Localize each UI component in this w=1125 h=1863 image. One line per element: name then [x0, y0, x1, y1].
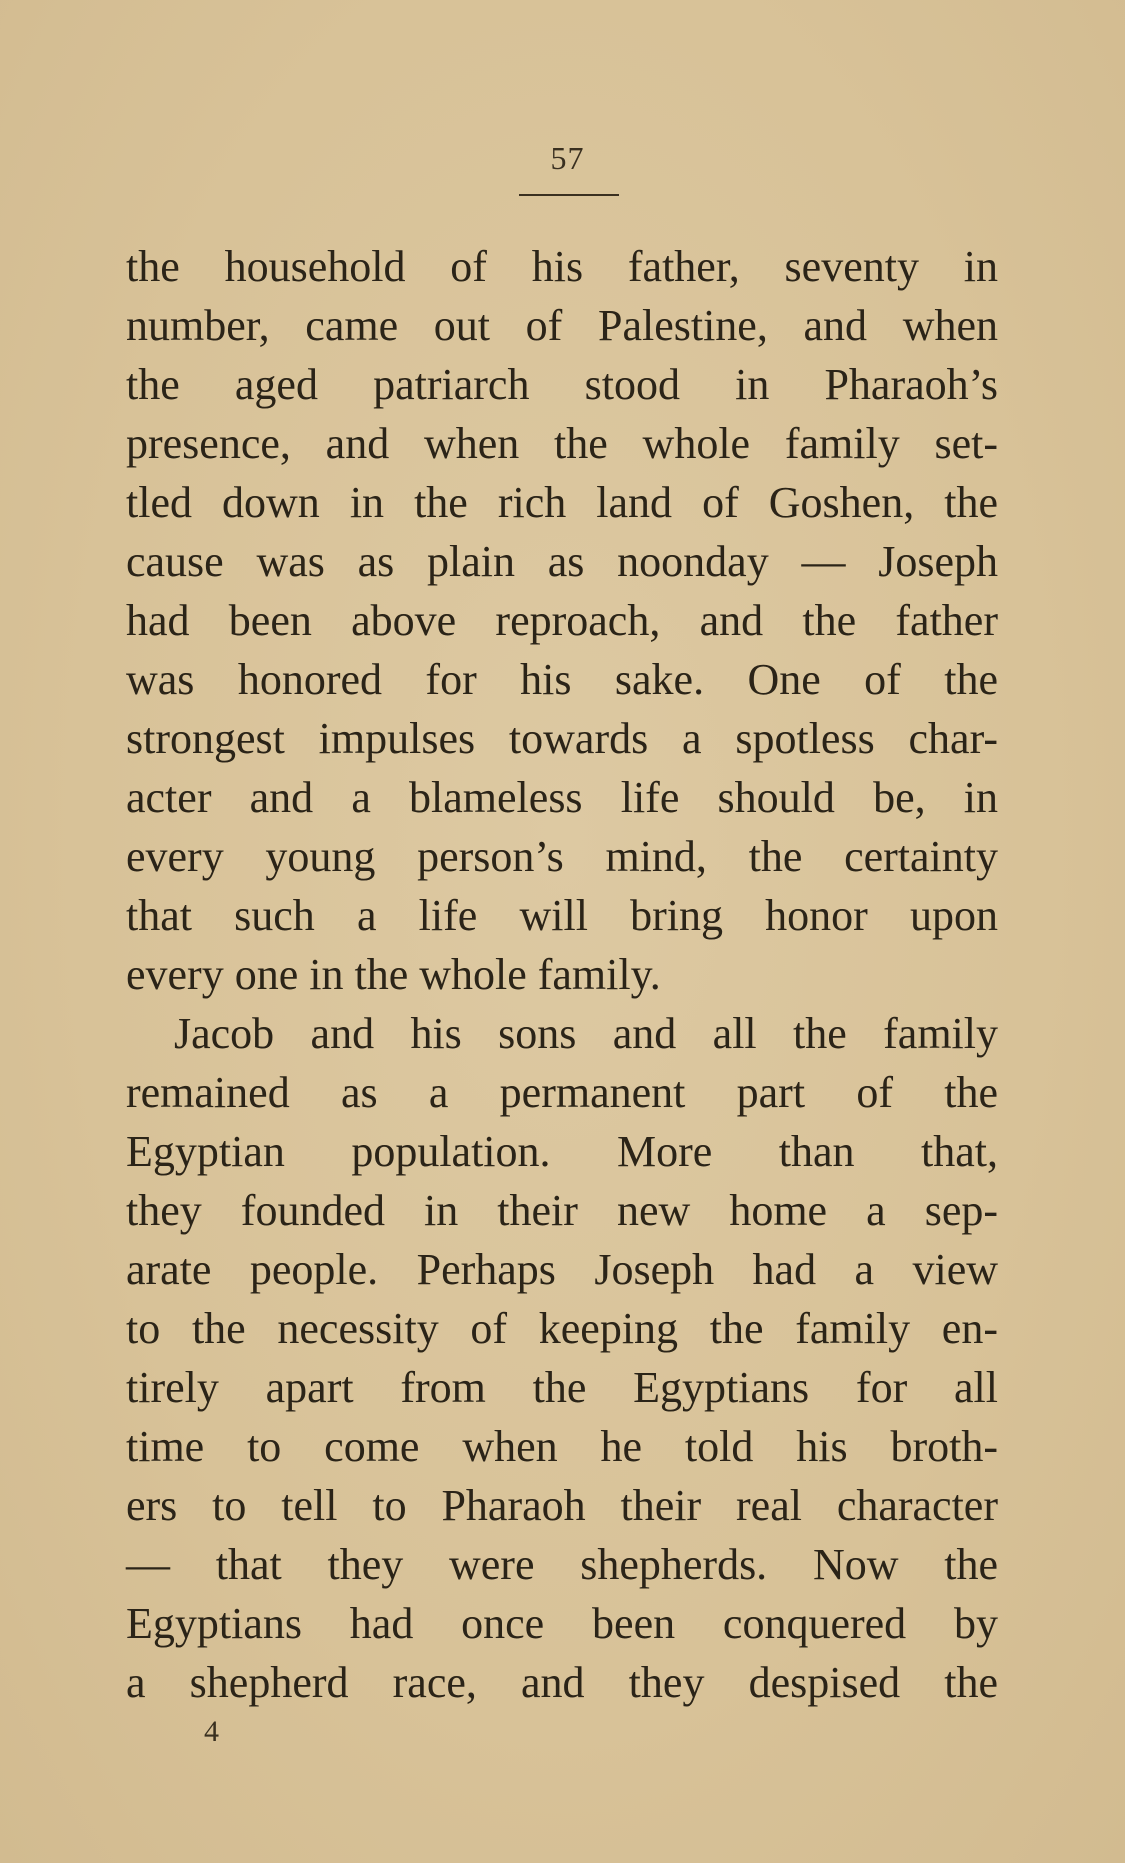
text-line: ers to tell to Pharaoh their real character [126, 1481, 998, 1530]
text-line: tled down in the rich land of Goshen, the [126, 478, 998, 527]
text-line: the household of his father, seventy in [126, 242, 998, 291]
text-line: every young person’s mind, the certainty [126, 832, 998, 881]
body-text [126, 237, 998, 1712]
text-line: presence, and when the whole family set- [126, 419, 998, 468]
text-line: time to come when he told his broth- [126, 1422, 998, 1471]
text-line: the aged patriarch stood in Pharaoh’s [126, 360, 998, 409]
text-line: every one in the whole family. [126, 950, 661, 999]
text-line: to the necessity of keeping the family en- [126, 1304, 998, 1353]
text-line: Egyptians had once been conquered by [126, 1599, 998, 1648]
text-line: number, came out of Palestine, and when [126, 301, 998, 350]
text-line: Jacob and his sons and all the family [174, 1009, 998, 1058]
text-line: Egyptian population. More than that, [126, 1127, 998, 1176]
paragraph-2 [126, 1004, 998, 1712]
text-line: tirely apart from the Egyptians for all [126, 1363, 998, 1412]
paragraph-1 [126, 237, 998, 1004]
text-line: was honored for his sake. One of the [126, 655, 998, 704]
text-line: had been above reproach, and the father [126, 596, 998, 645]
text-line: strongest impulses towards a spotless char- [126, 714, 998, 763]
text-line: a shepherd race, and they despised the [126, 1658, 998, 1707]
text-line: they founded in their new home a sep- [126, 1186, 998, 1235]
text-line: cause was as plain as noonday — Joseph [126, 537, 998, 586]
signature-mark: 4 [204, 1715, 219, 1748]
page-number: 57 [550, 140, 585, 176]
text-line: remained as a permanent part of the [126, 1068, 998, 1117]
text-line: that such a life will bring honor upon [126, 891, 998, 940]
text-line: arate people. Perhaps Joseph had a view [126, 1245, 998, 1294]
page-number-rule [519, 194, 619, 196]
text-line: — that they were shepherds. Now the [126, 1540, 998, 1589]
text-line: acter and a blameless life should be, in [126, 773, 998, 822]
